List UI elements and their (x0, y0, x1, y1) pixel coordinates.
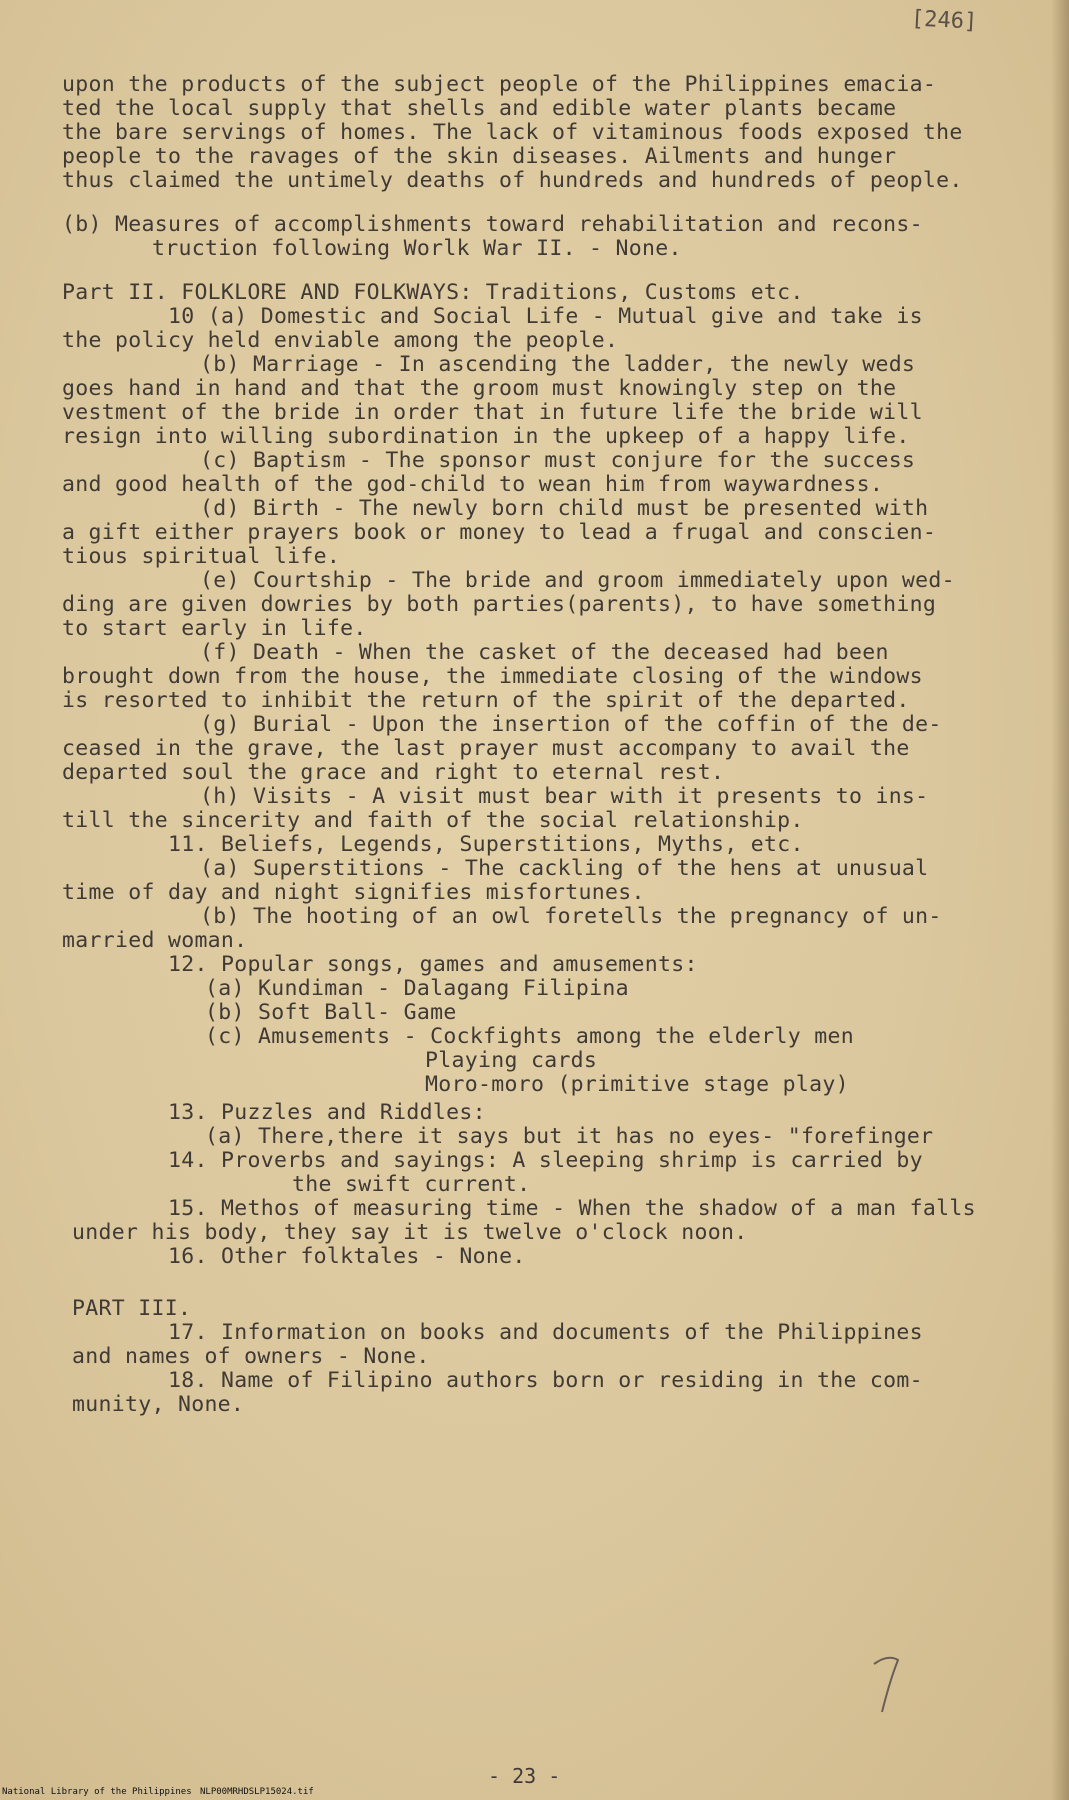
text-line: 10 (a) Domestic and Social Life - Mutual give and take is (168, 304, 923, 329)
text-line: time of day and night signifies misfortunes. (62, 880, 645, 905)
text-line: (b) Marriage - In ascending the ladder, the newly weds (200, 352, 916, 377)
text-line: (f) Death - When the casket of the deceased had been (200, 640, 889, 665)
text-line: (h) Visits - A visit must bear with it presents to ins- (200, 784, 929, 809)
text-line: under his body, they say it is twelve o'clock noon. (72, 1220, 748, 1245)
text-line: resign into willing subordination in the upkeep of a happy life. (62, 424, 910, 449)
text-line: (a) Kundiman - Dalagang Filipina (205, 976, 629, 1001)
text-line: married woman. (62, 928, 248, 953)
text-line: Playing cards (425, 1048, 598, 1073)
text-line: (b) The hooting of an owl foretells the pregnancy of un- (200, 904, 942, 929)
text-line: (d) Birth - The newly born child must be presented with (200, 496, 929, 521)
text-line: and names of owners - None. (72, 1344, 430, 1369)
text-line: the bare servings of homes. The lack of vitaminous foods exposed the (62, 120, 963, 145)
text-line: 17. Information on books and documents of the Philippines (168, 1320, 923, 1345)
text-line: (c) Baptism - The sponsor must conjure for the success (200, 448, 916, 473)
text-line: ceased in the grave, the last prayer must accompany to avail the (62, 736, 910, 761)
text-line: ted the local supply that shells and edible water plants became (62, 96, 897, 121)
text-line: Moro-moro (primitive stage play) (425, 1072, 849, 1097)
text-line: (e) Courtship - The bride and groom immediately upon wed- (200, 568, 955, 593)
text-line: 14. Proverbs and sayings: A sleeping shrimp is carried by (168, 1148, 923, 1173)
text-line: the swift current. (292, 1172, 531, 1197)
text-line: vestment of the bride in order that in future life the bride will (62, 400, 923, 425)
pencil-mark-icon (868, 1650, 908, 1720)
text-line: brought down from the house, the immediate closing of the windows (62, 664, 923, 689)
section-heading: Part II. FOLKLORE AND FOLKWAYS: Traditions, Customs etc. (62, 280, 804, 305)
page-number: - 23 - (488, 1764, 561, 1788)
scan-footer (0, 1787, 1069, 1800)
text-line: the policy held enviable among the people. (62, 328, 619, 353)
text-line: (c) Amusements - Cockfights among the elderly men (205, 1024, 854, 1049)
text-line: ding are given dowries by both parties(parents), to have something (62, 592, 937, 617)
text-line: to start early in life. (62, 616, 367, 641)
footer-filename: NLP00MRHDSLP15024.tif (200, 1787, 314, 1797)
text-line: (a) There,there it says but it has no eyes- "forefinger (205, 1124, 934, 1149)
text-line: tious spiritual life. (62, 544, 341, 569)
text-line: (b) Soft Ball- Game (205, 1000, 457, 1025)
text-line: a gift either prayers book or money to lead a frugal and conscien- (62, 520, 937, 545)
text-line: 16. Other folktales - None. (168, 1244, 526, 1269)
text-line: and good health of the god-child to wean him from waywardness. (62, 472, 884, 497)
text-line: (b) Measures of accomplishments toward rehabilitation and recons- (62, 212, 923, 237)
text-line: 18. Name of Filipino authors born or residing in the com- (168, 1368, 923, 1393)
text-line: 11. Beliefs, Legends, Superstitions, Myths, etc. (168, 832, 804, 857)
text-line: people to the ravages of the skin diseases. Ailments and hunger (62, 144, 897, 169)
text-line: 15. Methos of measuring time - When the shadow of a man falls (168, 1196, 976, 1221)
text-line: (g) Burial - Upon the insertion of the coffin of the de- (200, 712, 942, 737)
text-line: 12. Popular songs, games and amusements: (168, 952, 698, 977)
section-heading: PART III. (72, 1296, 192, 1321)
text-line: upon the products of the subject people of the Philippines emacia- (62, 72, 937, 97)
archive-page-mark: [246] (910, 6, 978, 35)
text-line: till the sincerity and faith of the social relationship. (62, 808, 804, 833)
text-line: goes hand in hand and that the groom must knowingly step on the (62, 376, 897, 401)
text-line: thus claimed the untimely deaths of hundreds and hundreds of people. (62, 168, 963, 193)
text-line: 13. Puzzles and Riddles: (168, 1100, 486, 1125)
text-line: munity, None. (72, 1392, 245, 1417)
text-line: truction following Worlk War II. - None. (152, 236, 682, 261)
text-line: is resorted to inhibit the return of the spirit of the departed. (62, 688, 910, 713)
text-line: departed soul the grace and right to eternal rest. (62, 760, 725, 785)
text-line: (a) Superstitions - The cackling of the hens at unusual (200, 856, 929, 881)
footer-library: National Library of the Philippines (2, 1787, 192, 1797)
